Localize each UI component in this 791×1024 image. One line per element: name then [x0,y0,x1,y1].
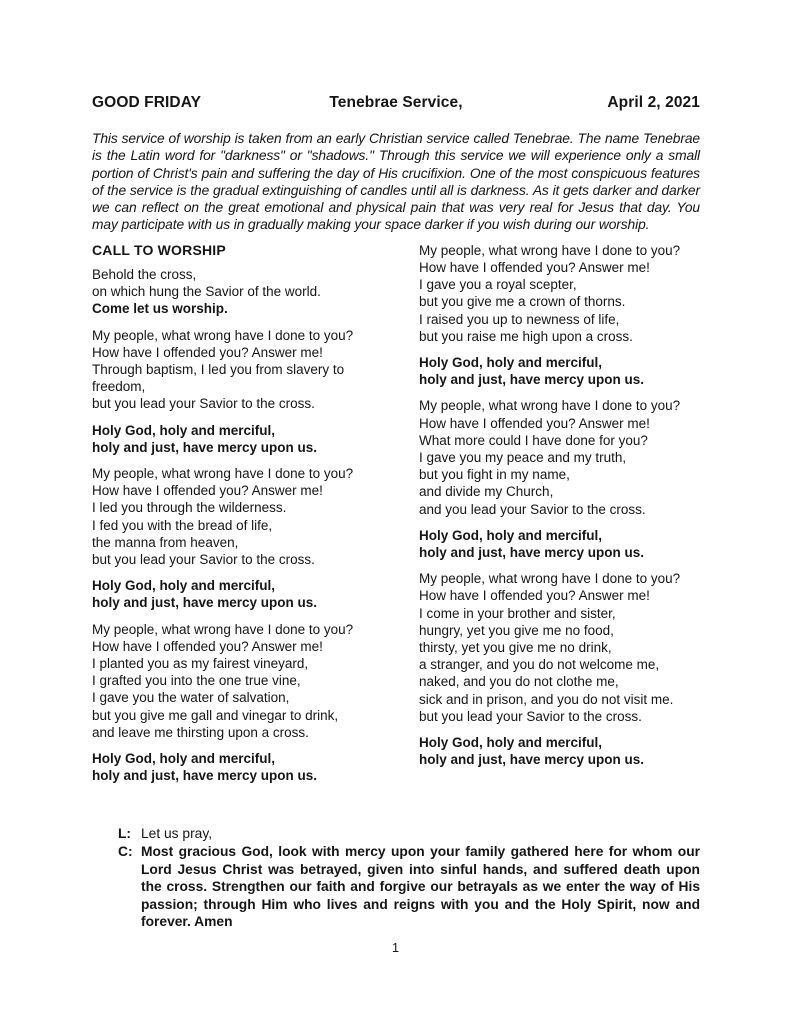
versicle-stanza [92,465,373,568]
liturgy-column-left [92,242,373,794]
liturgy-line: but you give me a crown of thorns. [419,294,626,310]
liturgy-line: holy and just, have mercy upon us. [92,439,318,455]
versicle-stanza [419,570,700,725]
refrain-stanza [419,527,700,561]
congregation-line [118,843,700,931]
liturgy-line: but you fight in my name, [419,467,570,483]
intro-paragraph: This service of worship is taken from an early Christian service called Tenebrae. The name Tenebrae is the Latin word for "darkness" or "shadows." Through this service we will experience only a small portion of Christ's pain and suffering the day of His crucifixion. One of the most conspicuous features of the service is the gradual extinguishing of candles until all is darkness. As it gets darker and darker we can reflect on the great emotional and physical pain that was very real for Jesus that day. You may participate with us in gradually making your space darker if you wish during our worship. [92,131,700,233]
liturgy-line: Holy God, holy and merciful, [92,422,276,438]
congregation-label: C: [118,844,133,860]
liturgy-line: I gave you the water of salvation, [92,690,290,706]
liturgy-line: holy and just, have mercy upon us. [419,752,645,768]
prayer-section [92,825,700,931]
liturgy-line: Holy God, holy and merciful, [92,751,276,767]
liturgy-line: holy and just, have mercy upon us. [92,595,318,611]
liturgy-line: a stranger, and you do not welcome me, [419,657,660,673]
liturgy-line: naked, and you do not clothe me, [419,674,619,690]
refrain-stanza [92,577,373,611]
liturgy-line: How have I offended you? Answer me! [419,415,650,431]
liturgy-line: the manna from heaven, [92,534,239,550]
refrain-stanza [92,422,373,456]
versicle-stanza [419,397,700,517]
service-date: April 2, 2021 [607,94,701,111]
opening-versicle-stanza [92,266,373,318]
liturgy-line: My people, what wrong have I done to you? [419,398,681,414]
call-to-worship-heading: CALL TO WORSHIP [92,241,226,258]
refrain-stanza [419,734,700,768]
liturgy-column-right-stanzas [419,242,700,769]
liturgy-line: I gave you my peace and my truth, [419,450,627,466]
liturgy-line: Holy God, holy and merciful, [419,355,603,370]
liturgy-line: thirsty, yet you give me no drink, [419,640,612,656]
liturgy-line: My people, what wrong have I done to you? [92,466,354,482]
liturgy-line: I led you through the wilderness. [92,500,287,516]
liturgy-line: Holy God, holy and merciful, [92,578,276,594]
page-number: 1 [391,940,400,955]
liturgy-line: holy and just, have mercy upon us. [92,768,318,784]
liturgy-line: hungry, yet you give me no food, [419,622,614,638]
liturgy-line: but you lead your Savior to the cross. [92,396,315,412]
liturgy-line: My people, what wrong have I done to you? [92,327,354,343]
document-header [92,94,700,112]
liturgy-line: What more could I have done for you? [419,432,648,448]
liturgy-line: My people, what wrong have I done to you? [419,571,681,587]
liturgy-line: How have I offended you? Answer me! [92,344,323,360]
liturgy-line: How have I offended you? Answer me! [92,483,323,499]
liturgy-line: My people, what wrong have I done to you? [92,621,354,637]
liturgy-line: but you raise me high upon a cross. [419,328,633,344]
liturgy-line: Holy God, holy and merciful, [419,735,603,751]
liturgy-line: and divide my Church, [419,484,554,500]
service-subtitle: Tenebrae Service, [329,94,463,111]
liturgy-line: and you lead your Savior to the cross. [419,501,646,517]
liturgy-column-right [419,242,700,794]
leader-label: L: [118,826,132,842]
liturgy-line: holy and just, have mercy upon us. [419,545,645,561]
refrain-stanza [419,354,700,388]
liturgy-line: I gave you a royal scepter, [419,277,577,293]
liturgy-line: How have I offended you? Answer me! [92,638,323,654]
liturgy-line: How have I offended you? Answer me! [419,259,650,275]
liturgy-line: on which hung the Savior of the world. [92,284,321,300]
liturgy-line: Behold the cross, [92,266,197,282]
liturgy-line: Come let us worship. [92,301,228,317]
liturgy-line: but you lead your Savior to the cross. [92,552,315,568]
refrain-stanza [92,750,373,784]
leader-text: Let us pray, [141,826,213,842]
service-title: GOOD FRIDAY [92,94,202,111]
liturgy-line: and leave me thirsting upon a cross. [92,724,309,740]
liturgy-line: My people, what wrong have I done to you? [419,242,681,258]
liturgy-line: sick and in prison, and you do not visit me. [419,691,674,707]
liturgy-line: but you give me gall and vinegar to drink, [92,707,339,723]
liturgy-line: freedom, [92,379,146,395]
liturgy-line: but you lead your Savior to the cross. [419,708,642,724]
liturgy-line: I fed you with the bread of life, [92,517,273,533]
congregation-text: Most gracious God, look with mercy upon your family gathered here for whom our Lord Jesus Christ was betrayed, given into sinful hands, and suffered death upon the cross. Strengthen our faith and forgive our betrayals as we enter the way of His passion; through Him who lives and reigns with you and the Holy Spirit, now and forever. Amen [141,844,700,930]
liturgy-line: I planted you as my fairest vineyard, [92,656,309,672]
liturgy-line: holy and just, have mercy upon us. [419,372,645,388]
liturgy-line: How have I offended you? Answer me! [419,588,650,604]
liturgy-line: Through baptism, I led you from slavery to [92,362,345,377]
liturgy-line: I grafted you into the one true vine, [92,673,301,689]
liturgy-line: Holy God, holy and merciful, [419,527,603,543]
versicle-stanza [92,621,373,741]
leader-line [118,825,700,843]
versicle-stanza [92,327,373,413]
liturgy-column-left-stanzas [92,266,373,784]
liturgy-columns [92,242,700,794]
liturgy-line: I raised you up to newness of life, [419,311,620,327]
versicle-stanza [419,242,700,345]
liturgy-line: I come in your brother and sister, [419,605,616,621]
